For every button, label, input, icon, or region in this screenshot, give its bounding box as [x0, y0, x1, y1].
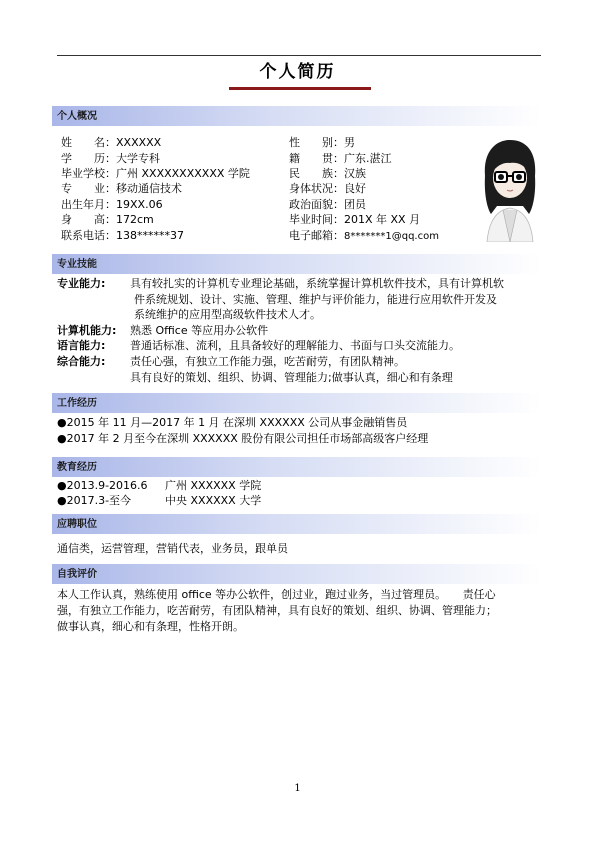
profile-ethnicity: [289, 167, 366, 182]
position-text: 通信类，运营管理，营销代表，业务员，跟单员: [57, 542, 288, 555]
computer-skill-text: 熟悉 Office 等应用办公软件: [130, 324, 269, 337]
phone-value: 138******37: [116, 229, 184, 242]
native-place-label: 籍 贯：: [289, 152, 344, 165]
name-value: XXXXXX: [116, 136, 162, 149]
profile-political: [289, 198, 366, 213]
ethnicity-value: 汉族: [344, 167, 366, 180]
pro-skill-line-2: 件系统规划、设计、实施、管理、维护与评价能力，能进行应用软件开发及: [134, 293, 497, 306]
native-place-value: 广东.湛江: [344, 152, 392, 165]
education-value: 大学专科: [116, 152, 160, 165]
height-label: 身 高：: [61, 213, 116, 226]
education-school: 中央 XXXXXX 大学: [165, 494, 262, 507]
work-item: ●2015 年 11 月—2017 年 1 月 在深圳 XXXXXX 公司从事金融销售员: [57, 416, 408, 429]
overall-skill-label: 综合能力:: [57, 355, 106, 368]
profile-native-place: [289, 152, 392, 167]
political-value: 团员: [344, 198, 366, 211]
overall-skill-line-1: 责任心强，有独立工作能力强，吃苦耐劳，有团队精神。: [130, 355, 405, 368]
education-period: ●2017.3-至今: [57, 494, 132, 507]
education-label: 学 历：: [61, 152, 116, 165]
email-value: 8*******1@qq.com: [344, 231, 439, 242]
page-number: 1: [294, 783, 301, 794]
graduation-label: 毕业时间：: [289, 213, 344, 226]
major-value: 移动通信技术: [116, 182, 182, 195]
section-title-work: 工作经历: [57, 398, 97, 409]
education-item: [57, 494, 261, 509]
major-label: 专 业：: [61, 182, 116, 195]
section-header-work: [52, 393, 542, 413]
avatar: [479, 136, 541, 242]
political-label: 政治面貌：: [289, 198, 344, 211]
gender-label: 性 别：: [289, 136, 344, 149]
gender-value: 男: [344, 136, 355, 149]
profile-gender: [289, 136, 355, 151]
height-value: 172cm: [116, 213, 154, 226]
page-title: 个人简历: [259, 62, 336, 82]
language-skill-label: 语言能力:: [57, 339, 106, 352]
name-label: 姓 名：: [61, 136, 116, 149]
profile-email: [289, 229, 439, 244]
section-header-position: [52, 514, 542, 534]
title-underline: [229, 87, 371, 90]
profile-height: [61, 213, 154, 228]
language-skill-text: 普通话标准、流利，且具备较好的理解能力、书面与口头交流能力。: [130, 339, 460, 352]
profile-school: [61, 167, 250, 182]
work-item: ●2017 年 2 月至今在深圳 XXXXXX 股份有限公司担任市场部高级客户经理: [57, 432, 429, 445]
email-label: 电子邮箱：: [289, 229, 344, 242]
graduation-value: 201X 年 XX 月: [344, 213, 421, 226]
ethnicity-label: 民 族：: [289, 167, 344, 180]
pro-skill-line-3: 系统维护的应用型高级软件技术人才。: [134, 308, 321, 321]
phone-label: 联系电话：: [61, 229, 116, 242]
overall-skill-line-2: 具有良好的策划、组织、协调、管理能力;做事认真，细心和有条理: [130, 371, 453, 384]
section-header-overview: [52, 106, 542, 126]
profile-birth: [61, 198, 163, 213]
school-label: 毕业学校：: [61, 167, 116, 180]
profile-health: [289, 182, 366, 197]
section-title-education: 教育经历: [57, 462, 97, 473]
school-value: 广州 XXXXXXXXXXX 学院: [116, 167, 250, 180]
pro-skill-line-1: 具有较扎实的计算机专业理论基础，系统掌握计算机软件技术，具有计算机软: [130, 277, 504, 290]
birth-value: 19XX.06: [116, 198, 163, 211]
education-period: ●2013.9-2016.6: [57, 479, 148, 492]
self-eval-line-3: 做事认真，细心和有条理，性格开朗。: [57, 620, 244, 633]
profile-graduation: [289, 213, 420, 228]
health-label: 身体状况：: [289, 182, 344, 195]
top-rule: [57, 55, 541, 56]
section-title-overview: 个人概况: [57, 111, 97, 122]
section-header-education: [52, 457, 542, 477]
profile-major: [61, 182, 182, 197]
self-eval-line-1: 本人工作认真，熟练使用 office 等办公软件，创过业，跑过业务，当过管理员。 责任心: [57, 588, 496, 601]
education-school: 广州 XXXXXX 学院: [165, 479, 262, 492]
section-title-position: 应聘职位: [57, 519, 97, 530]
profile-name: [61, 136, 161, 151]
section-title-self-eval: 自我评价: [57, 569, 97, 580]
pro-skill-label: 专业能力:: [57, 277, 106, 290]
profile-phone: [61, 229, 184, 244]
birth-label: 出生年月：: [61, 198, 116, 211]
self-eval-line-2: 强，有独立工作能力，吃苦耐劳，有团队精神，具有良好的策划、组织、协调、管理能力；: [57, 604, 497, 617]
section-header-skills: [52, 254, 542, 274]
health-value: 良好: [344, 182, 366, 195]
section-title-skills: 专业技能: [57, 259, 97, 270]
section-header-self-eval: [52, 564, 542, 584]
computer-skill-label: 计算机能力:: [57, 324, 117, 337]
education-item: [57, 479, 261, 494]
profile-education: [61, 152, 160, 167]
